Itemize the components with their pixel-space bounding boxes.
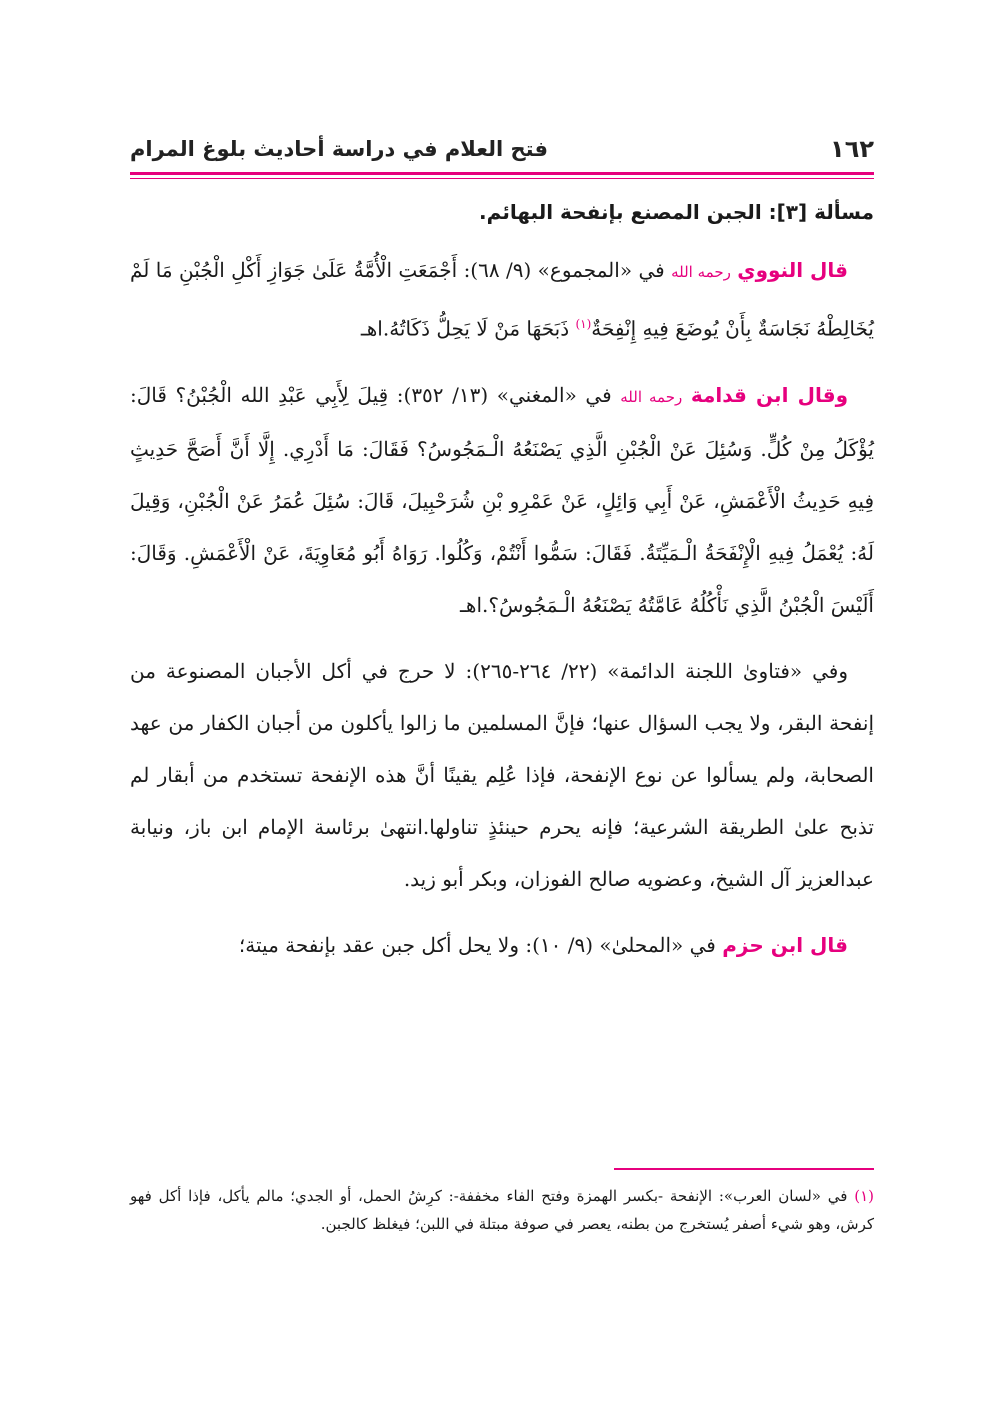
- footnote-text: في «لسان العرب»: الإنفحة -بكسر الهمزة وفتح الفاء مخففة-: كرِشُ الحمل، أو الجدي؛ مالم يأكل، فإذا أكل فهو كرش، وهو شيء أصفر يُستخرج من بطنه، يعصر في صوفة مبتلة في اللبن؛ فيغلظ كالجبن.: [130, 1187, 874, 1233]
- main-content: [130, 186, 874, 985]
- speaker-name: قال ابن حزم: [722, 932, 848, 957]
- header-rule-thin: [130, 178, 874, 179]
- book-title: فتح العلام في دراسة أحاديث بلوغ المرام: [130, 137, 548, 161]
- paragraph-ibn-qudama: [130, 369, 874, 631]
- footnote-number: (١): [854, 1187, 874, 1205]
- paragraph-text-after: ذَبَحَهَا مَنْ لَا يَحِلُّ ذَكَاتُهُ.اهـ: [360, 316, 576, 341]
- paragraph-text: وفي «فتاوىٰ اللجنة الدائمة» (٢٢/ ٢٦٤-٢٦٥): لا حرج في أكل الأجبان المصنوعة من إنفحة البقر، ولا يجب السؤال عنها؛ فإنَّ المسلمين ما زالوا يأكلون من أجبان الكفار من عهد الصحابة، ولم يسألوا عن نوع الإنفحة، فإذا عُلِم يقينًا أنَّ هذه الإنفحة تستخدم من أبقار لم تذبح علىٰ الطريقة الشرعية؛ فإنه يحرم حينئذٍ تناولها.انتهىٰ برئاسة الإمام ابن باز، ونيابة عبدالعزيز آل الشيخ، وعضويه صالح الفوزان، وبكر أبو زيد.: [130, 658, 874, 891]
- speaker-name: وقال ابن قدامة: [690, 382, 849, 407]
- footnote-reference[interactable]: (١): [575, 317, 592, 331]
- issue-title: الجبن المصنع بإنفحة البهائم.: [479, 200, 762, 224]
- speaker-name: قال النووي: [737, 258, 849, 282]
- honorific: رحمه الله: [620, 387, 683, 406]
- running-header: [130, 128, 874, 170]
- honorific: رحمه الله: [671, 263, 731, 281]
- header-rule-thick: [130, 172, 874, 175]
- footnote: [130, 1182, 874, 1238]
- paragraph-text: في «المحلىٰ» (٩/ ١٠): ولا يحل أكل جبن عقد بإنفحة ميتة؛: [238, 932, 716, 957]
- paragraph-ibn-hazm: [130, 919, 874, 971]
- paragraph-text: في «المغني» (١٣/ ٣٥٢): قِيلَ لِأَبِي عَبْدِ الله الْجُبْنُ؟ قَالَ: يُؤْكَلُ مِنْ كُلٍّ. وَسُئِلَ عَنْ الْجُبْنِ الَّذِي يَصْنَعُهُ الْـمَجُوسُ؟ فَقَالَ: مَا أَدْرِي. إِلَّا أَنَّ أَصَحَّ حَدِيثٍ فِيهِ حَدِيثُ الْأَعْمَشِ، عَنْ أَبِي وَائِلٍ، عَنْ عَمْرِو بْنِ شُرَحْبِيلَ، قَالَ: سُئِلَ عُمَرُ عَنْ الْجُبْنِ، وَقِيلَ لَهُ: يُعْمَلُ فِيهِ الْإِنْفَحَةُ الْـمَيِّتَةُ. فَقَالَ: سَمُّوا أَنْتُمْ، وَكُلُوا. رَوَاهُ أَبُو مُعَاوِيَةَ، عَنْ الْأَعْمَشِ. وَقَالَ: أَلَيْسَ الْجُبْنُ الَّذِي نَأْكُلُهُ عَامَّتُهُ يَصْنَعُهُ الْـمَجُوسُ؟.اهـ: [130, 382, 875, 617]
- page-number: ١٦٢: [830, 135, 874, 163]
- paragraph-fatawa: [130, 645, 874, 905]
- paragraph-text: في «المجموع» (٩/ ٦٨): أَجْمَعَتِ الْأُمَّةُ عَلَىٰ جَوَازِ أَكْلِ الْجُبْنِ مَا لَمْ يُخَالِطْهُ نَجَاسَةٌ بِأَنْ يُوضَعَ فِيهِ إِنْفِحَةٌ: [130, 258, 874, 341]
- issue-label: مسألة [٣]:: [768, 200, 874, 224]
- paragraph-nawawi: [130, 244, 874, 355]
- footnote-separator: [614, 1168, 874, 1170]
- issue-heading: [130, 192, 874, 232]
